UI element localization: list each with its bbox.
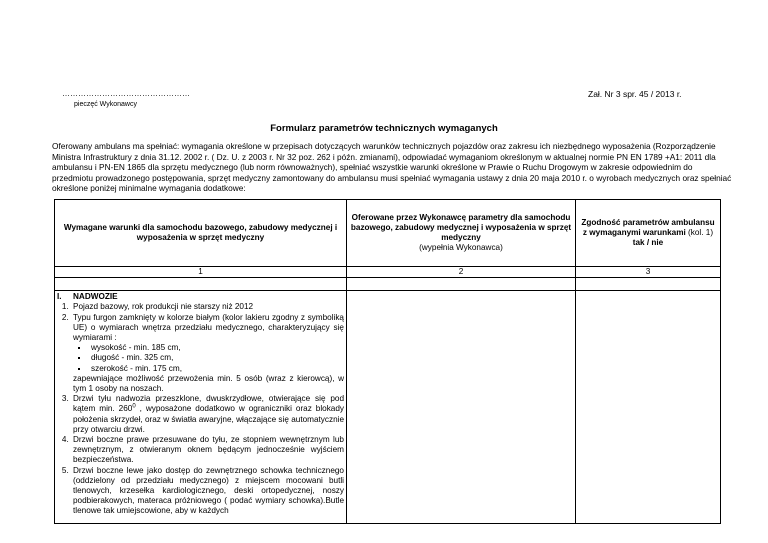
col2-header-note: (wypełnia Wykonawca) [419,243,503,253]
col2-header-title: Oferowane przez Wykonawcę parametry dla samochodu bazowego, zabudowy medycznej i wyposażenia w sprzęt medyczny [350,212,572,242]
column-number-row [55,267,721,278]
spacer-row [55,278,721,291]
specification-table [54,199,721,524]
col3-header-ref: (kol. 1) [685,227,714,237]
list-item [71,394,344,435]
section-heading [57,292,344,302]
spacer-cell [576,278,721,291]
section-title: NADWOZIE [73,292,118,302]
list-item: 5. Drzwi boczne lewe jako dostęp do zewnętrznego schowka technicznego (oddzielony od przedziału medycznego) z miejscem mocowani butli tlenowych, krzesełka kardiologicznego, deski ortopedycznej, noszy podbierakowych, materaca próżniowego ( podać wymiary schowka).Butle tlenowe tak umiejscowione, aby w każdych [71,466,344,517]
col-number: 2 [347,267,576,278]
dimension-length: ▪ długość - min. 325 cm, [89,353,344,363]
stamp-label: pieczęć Wykonawcy [74,101,137,108]
col3-header-title: Zgodność parametrów ambulansu z wymaganymi warunkami [581,217,715,237]
col1-header: Wymagane warunki dla samochodu bazowego, zabudowy medycznej i wyposażenia w sprzęt medyczny [55,200,347,267]
col2-header [347,200,576,267]
col-number: 3 [576,267,721,278]
col-number: 1 [55,267,347,278]
col3-header [576,200,721,267]
stamp-dots: ………………………………………… [62,89,190,98]
item3-text: Drzwi tyłu nadwozia przeszklone, dwuskrzydłowe, otwierające się pod kątem min. 260 [73,394,344,414]
requirements-list [57,302,344,516]
attachment-reference: Zał. Nr 3 spr. 45 / 2013 r. [588,89,682,99]
item2-tail: zapewniające możliwość przewożenia min. 5 osób (wraz z kierowcą), w tym 1 osoby na noszach. [73,373,344,394]
table-row [55,291,721,524]
spacer-cell [55,278,347,291]
item3-text-cont: , wyposażone dodatkowo w ograniczniki oraz blokady położenia skrzydeł, oraz w światła awaryjne, włączające się automatycznie przy otwarciu drzwi. [73,404,344,434]
item2-text: Typu furgon zamknięty w kolorze białym (kolor lakieru zgodny z symboliką UE) o wymiarach wnętrza przedziału medycznego, charakteryzujący się wymiarami : [73,312,344,343]
list-item: 4. Drzwi boczne prawe przesuwane do tyłu, ze stopniem wewnętrznym lub zewnętrznym, z otwieranym oknem będącym jednocześnie wyjściem bezpieczeństwa. [71,435,344,466]
list-item [71,313,344,395]
form-title: Formularz parametrów technicznych wymaganych [270,123,498,134]
dimensions-list [73,343,344,374]
section-number: I. [57,292,62,302]
compliance-cell[interactable] [576,291,721,524]
col3-header-yesno: tak / nie [632,238,664,248]
dimension-width: ▪ szerokość - min. 175 cm, [89,364,344,374]
intro-paragraph: Oferowany ambulans ma spełniać: wymagania określone w przepisach dotyczących warunków technicznych pojazdów oraz zakresu ich niezbędnego wyposażenia (Rozporządzenie Ministra Infrastruktury z dnia 31.12. 2002 r. ( Dz. U. z 2003 r. Nr 32 poz. 262 i późn. zmianami), odpowiadać wymaganiom określonym w aktualnej normie PN EN 1789 +A1: 2011 dla ambulansu i PN-EN 1865 dla sprzętu medycznego (lub norm równoważnych), spełniać wszystkie warunki określone w Prawie o Ruchu Drogowym w zakresie odpowiednim do przedmiotu prowadzonego postępowania, sprzęt medyczny zamontowany do ambulansu musi spełniać wymagania ustawy z dnia 20 maja 2010 r. o wyrobach medycznych oraz spełniać określone poniżej minimalne wymagania dodatkowe: [52,141,732,194]
list-item: 1. Pojazd bazowy, rok produkcji nie starszy niż 2012 [71,302,344,312]
table-header-row [55,200,721,267]
offered-parameters-cell[interactable] [347,291,576,524]
requirements-cell [55,291,347,524]
degree-superscript: 0 [132,403,136,410]
dimension-height: ▪ wysokość - min. 185 cm, [89,343,344,353]
spacer-cell [347,278,576,291]
